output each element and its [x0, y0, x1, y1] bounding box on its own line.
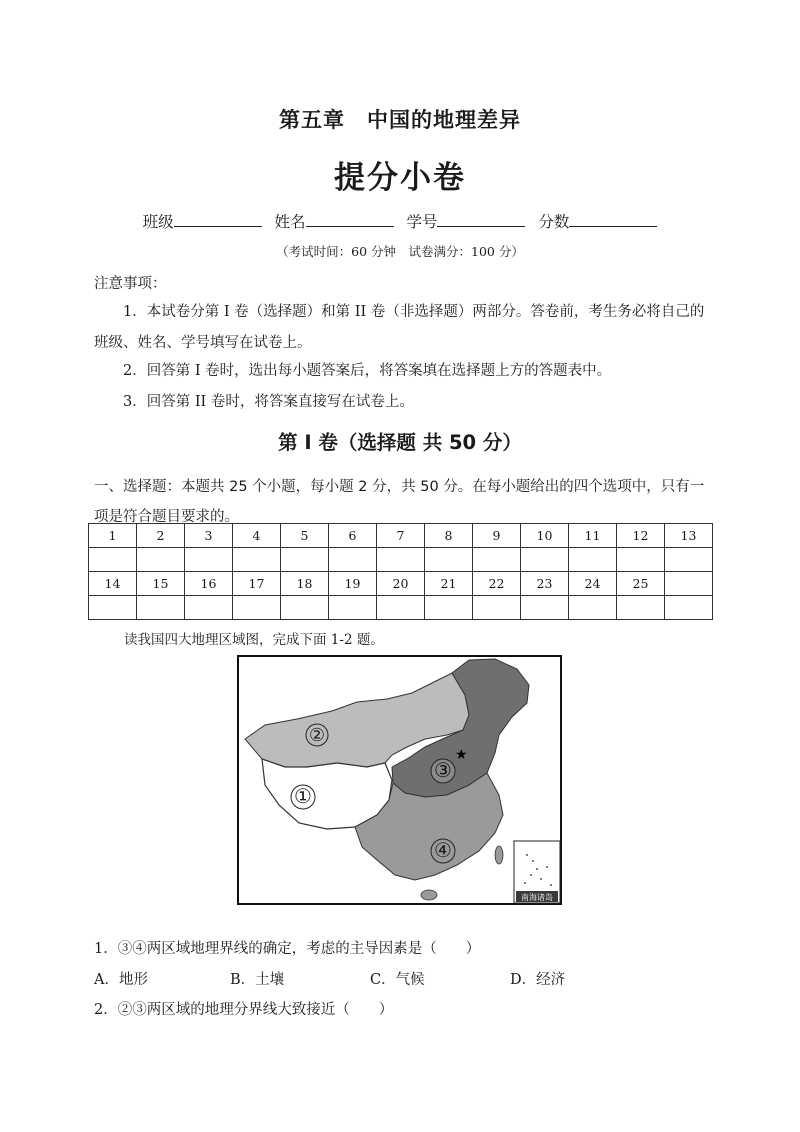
question-number: 17	[233, 572, 281, 596]
answer-cell[interactable]	[137, 596, 185, 620]
answer-cell[interactable]	[281, 596, 329, 620]
exam-info: （考试时间：60 分钟 试卷满分：100 分）	[276, 244, 524, 259]
score-blank[interactable]	[569, 212, 657, 227]
table-row	[89, 572, 713, 596]
hainan-island	[421, 890, 437, 900]
question-number: 23	[521, 572, 569, 596]
answer-cell[interactable]	[473, 548, 521, 572]
answer-cell[interactable]	[89, 548, 137, 572]
answer-cell[interactable]	[233, 548, 281, 572]
taiwan-island	[495, 846, 503, 864]
region-2-label: ②	[308, 725, 326, 746]
question-number: 21	[425, 572, 473, 596]
question-1-stem: 1．③④两区域地理界线的确定，考虑的主导因素是（ ）	[94, 941, 481, 957]
capital-star-icon: ★	[455, 747, 468, 763]
student-info-line	[0, 210, 800, 232]
answer-cell[interactable]	[473, 596, 521, 620]
note-item: 2．回答第 I 卷时，选出每小题答案后，将答案填在选择题上方的答题表中。	[123, 363, 612, 379]
answer-cell[interactable]	[185, 596, 233, 620]
question-number: 22	[473, 572, 521, 596]
question-number: 13	[665, 524, 713, 548]
table-row	[89, 548, 713, 572]
question-number: 11	[569, 524, 617, 548]
answer-cell[interactable]	[89, 596, 137, 620]
answer-cell[interactable]	[281, 548, 329, 572]
answer-cell[interactable]	[425, 548, 473, 572]
section-title: 第 I 卷（选择题 共 50 分）	[278, 431, 522, 454]
question-number: 4	[233, 524, 281, 548]
option-b[interactable]: B．土壤	[230, 972, 285, 988]
answer-cell[interactable]	[665, 596, 713, 620]
answer-cell[interactable]	[329, 548, 377, 572]
question-number: 15	[137, 572, 185, 596]
region-4-label: ④	[434, 838, 452, 862]
class-blank[interactable]	[174, 212, 262, 227]
china-regions-map	[237, 655, 562, 905]
page-title: 提分小卷	[334, 160, 466, 196]
class-field: 班级	[143, 213, 262, 231]
note-item: 3．回答第 II 卷时，将答案直接写在试卷上。	[123, 394, 414, 410]
answer-cell[interactable]	[665, 548, 713, 572]
question-number: 18	[281, 572, 329, 596]
answer-cell[interactable]	[425, 596, 473, 620]
answer-cell[interactable]	[233, 596, 281, 620]
question-number: 25	[617, 572, 665, 596]
answer-cell[interactable]	[617, 596, 665, 620]
question-1-options	[94, 968, 714, 989]
question-number: 19	[329, 572, 377, 596]
table-row	[89, 596, 713, 620]
answer-cell[interactable]	[137, 548, 185, 572]
question-number: 2	[137, 524, 185, 548]
answer-table	[88, 523, 713, 620]
table-row	[89, 524, 713, 548]
region-3-label: ③	[434, 758, 452, 782]
name-field: 姓名	[275, 213, 394, 231]
answer-cell[interactable]	[569, 596, 617, 620]
question-number: 16	[185, 572, 233, 596]
question-number: 10	[521, 524, 569, 548]
answer-cell[interactable]	[617, 548, 665, 572]
question-number: 7	[377, 524, 425, 548]
region-1-label: ①	[294, 784, 312, 808]
student-id-field: 学号	[406, 213, 525, 231]
chapter-title: 第五章 中国的地理差异	[279, 108, 521, 132]
answer-cell[interactable]	[185, 548, 233, 572]
option-a[interactable]: A．地形	[94, 972, 148, 988]
question-2-stem: 2．②③两区域的地理分界线大致接近（ ）	[94, 1002, 394, 1018]
option-d[interactable]: D．经济	[510, 972, 566, 988]
map-caption: 读我国四大地理区域图，完成下面 1-2 题。	[124, 632, 384, 648]
name-blank[interactable]	[306, 212, 394, 227]
score-field: 分数	[538, 213, 657, 231]
question-number: 12	[617, 524, 665, 548]
note-item: 1．本试卷分第 I 卷（选择题）和第 II 卷（非选择题）两部分。答卷前，考生务必将自己的班级、姓名、学号填写在试卷上。	[94, 304, 705, 351]
student-id-blank[interactable]	[437, 212, 525, 227]
section-instructions: 一、选择题：本题共 25 个小题，每小题 2 分，共 50 分。在每小题给出的四个选项中，只有一项是符合题目要求的。	[94, 479, 705, 525]
question-number: 14	[89, 572, 137, 596]
answer-cell[interactable]	[569, 548, 617, 572]
question-number: 9	[473, 524, 521, 548]
answer-cell[interactable]	[377, 596, 425, 620]
question-number: 8	[425, 524, 473, 548]
question-number: 5	[281, 524, 329, 548]
option-c[interactable]: C．气候	[370, 972, 425, 988]
answer-cell[interactable]	[521, 596, 569, 620]
question-number: 20	[377, 572, 425, 596]
question-number: 6	[329, 524, 377, 548]
question-number: 1	[89, 524, 137, 548]
answer-cell[interactable]	[329, 596, 377, 620]
question-number	[665, 572, 713, 596]
question-number: 24	[569, 572, 617, 596]
answer-cell[interactable]	[521, 548, 569, 572]
answer-cell[interactable]	[377, 548, 425, 572]
notes-heading: 注意事项：	[94, 276, 167, 292]
inset-label: 南海诸岛	[521, 893, 553, 902]
question-number: 3	[185, 524, 233, 548]
